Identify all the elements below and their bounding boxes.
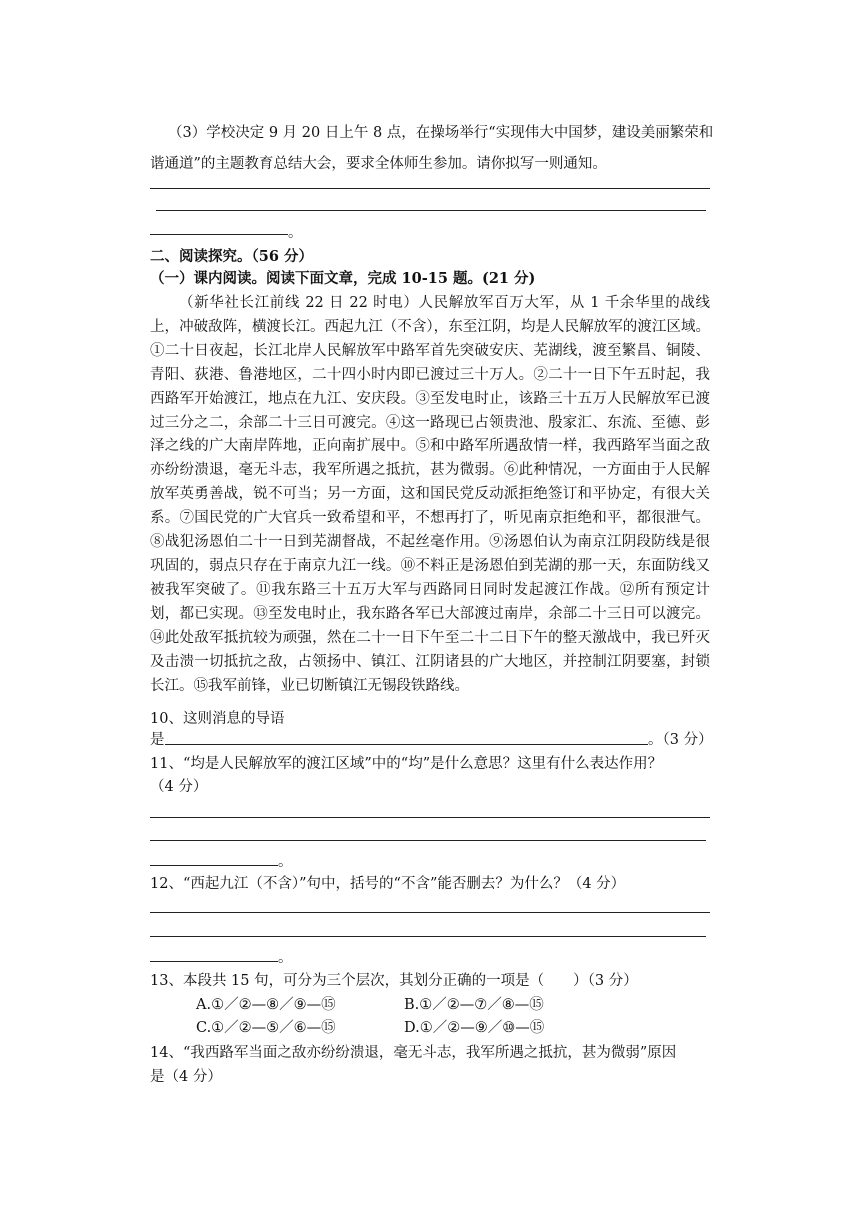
q10-prompt: 10、这则消息的导语 <box>150 711 285 727</box>
q13-option-b[interactable]: B.①／②—⑦／⑧—⑮ <box>404 997 544 1013</box>
q11-prompt-line2: （4 分） <box>150 779 208 795</box>
q11-answer-line-3[interactable] <box>150 865 278 866</box>
q10-prefix: 是 <box>150 732 165 748</box>
q14-prompt-line1: 14、“我西路军当面之敌亦纷纷溃退，毫无斗志，我军所遇之抵抗，甚为微弱”原因 <box>150 1045 677 1061</box>
q11-answer-line-2[interactable] <box>150 840 706 841</box>
q13-option-d[interactable]: D.①／②—⑨／⑩—⑮ <box>404 1020 545 1036</box>
q13-option-a[interactable]: A.①／②—⑧／⑨—⑮ <box>196 997 336 1013</box>
q14-prompt-line2: 是（4 分） <box>150 1069 222 1085</box>
q3-answer-line-2[interactable] <box>156 210 706 211</box>
q12-answer-line-3[interactable] <box>150 961 278 962</box>
section-2-title: 二、阅读探究。（56 分） <box>150 248 313 265</box>
q11-prompt-line1: 11、“均是人民解放军的渡江区域”中的“均”是什么意思？这里有什么表达作用？ <box>150 756 663 772</box>
q3-end-mark: 。 <box>288 225 303 241</box>
q12-prompt: 12、“西起九江（不含）”句中，括号的“不含”能否删去？为什么？（4 分） <box>150 876 626 892</box>
q11-end-mark: 。 <box>278 854 293 870</box>
q12-end-mark: 。 <box>278 950 293 966</box>
article-text: （新华社长江前线 22 日 22 时电）人民解放军百万大军，从 1 千余华里的战线上，冲破敌阵，横渡长江。西起九江（不含），东至江阴，均是人民解放军的渡江区域。①二十日夜起，长江北岸人民解放军中路军首先突破安庆、芜湖线，渡至繁昌、铜陵、青阳、荻港、鲁港地区，二十四小时内即已渡过三十万人。②二十一日下午五时起，我西路军开始渡江，地点在九江、安庆段。③至发电时止，该路三十五万人民解放军已渡过三分之二，余部二十三日可渡完。④这一路现已占领贵池、殷家汇、东流、至德、彭泽之线的广大南岸阵地，正向南扩展中。⑤和中路军所遇敌情一样，我西路军当面之敌亦纷纷溃退，毫无斗志，我军所遇之抵抗，甚为微弱。⑥此种情况，一方面由于人民解放军英勇善战，锐不可当；另一方面，这和国民党反动派拒绝签订和平协定，有很大关系。⑦国民党的广大官兵一致希望和平，不想再打了，听见南京拒绝和平，都很泄气。⑧战犯汤恩伯二十一日到芜湖督战，不起丝毫作用。⑨汤恩伯认为南京江阴段防线是很巩固的，弱点只存在于南京九江一线。⑩不料正是汤恩伯到芜湖的那一天，东面防线又被我军突破了。⑪我东路三十五万大军与西路同日同时发起渡江作战。⑫所有预定计划，都已实现。⑬至发电时止，我东路各军已大部渡过南岸，余部二十三日可以渡完。⑭此处敌军抵抗较为顽强，然在二十一日下午至二十二日下午的整天激战中，我已歼灭及击溃一切抵抗之敌，占领扬中、镇江、江阴诸县的广大地区，并控制江阴要塞，封锁长江。⑮我军前锋，业已切断镇江无锡段铁路线。 <box>150 295 710 694</box>
q10-answer-line[interactable] <box>165 744 648 745</box>
q12-answer-line-1[interactable] <box>150 912 710 913</box>
q12-answer-line-2[interactable] <box>150 936 706 937</box>
q11-answer-line-1[interactable] <box>150 817 710 818</box>
q3-answer-line-3[interactable] <box>150 234 288 235</box>
part-1-title: （一）课内阅读。阅读下面文章，完成 10-15 题。(21 分) <box>150 270 536 287</box>
q13-prompt: 13、本段共 15 句，可分为三个层次，其划分正确的一项是（ ）（3 分） <box>150 973 638 989</box>
q3-prompt-line1: （3）学校决定 9 月 20 日上午 8 点，在操场举行“实现伟大中国梦，建设美丽繁荣和 <box>168 125 714 141</box>
q3-answer-line-1[interactable] <box>150 188 710 189</box>
q10-suffix: 。（3 分） <box>648 732 713 748</box>
q3-prompt-line2: 谐通道”的主题教育总结大会，要求全体师生参加。请你拟写一则通知。 <box>150 156 607 172</box>
q13-option-c[interactable]: C.①／②—⑤／⑥—⑮ <box>196 1020 336 1036</box>
